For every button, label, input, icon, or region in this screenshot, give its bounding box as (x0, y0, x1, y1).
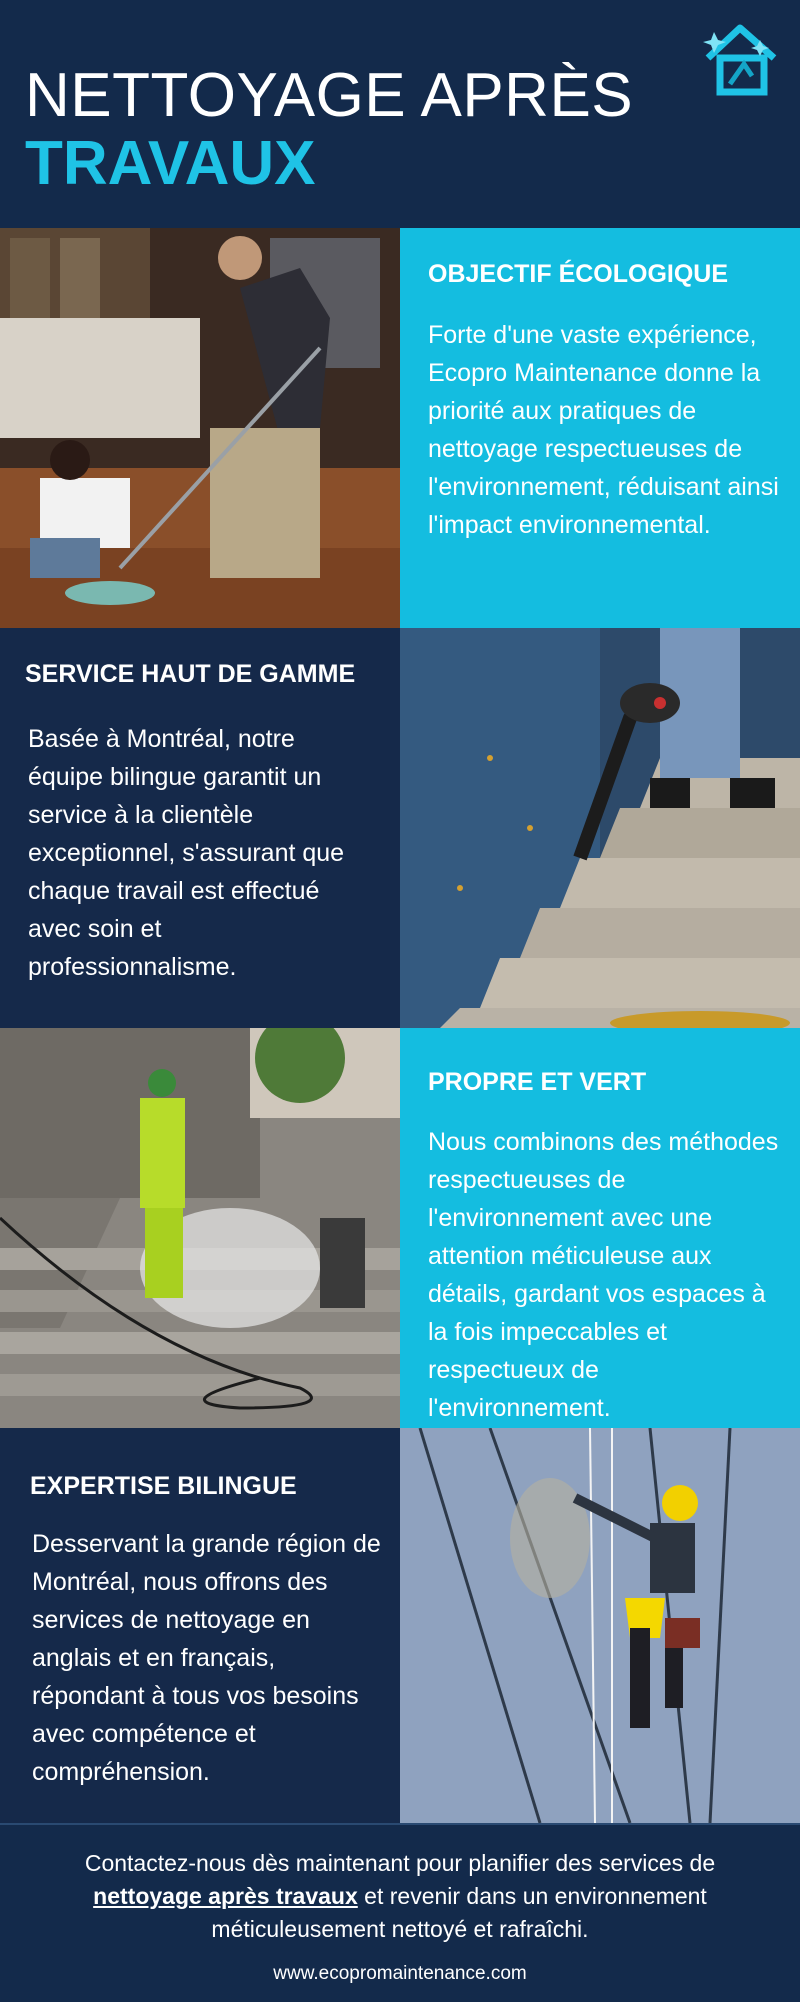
header (0, 0, 800, 228)
photo-father-daughter-mopping (0, 228, 400, 628)
section-text: Basée à Montréal, notre équipe bilingue garantit un service à la clientèle exceptionnel, s'assurant que chaque travail est effectué avec soin et professionnalisme. (28, 725, 345, 981)
section-card-2 (0, 628, 400, 1028)
section-card-4 (0, 1428, 400, 1823)
title-line-1: NETTOYAGE APRÈS (25, 61, 634, 130)
house-sparkle-logo-icon (700, 18, 782, 100)
section-card-1 (400, 228, 800, 628)
section-row-3 (0, 1028, 800, 1428)
title-line-2: TRAVAUX (25, 129, 316, 198)
photo-leaf-blower-stairs (400, 628, 800, 1028)
website-url[interactable]: www.ecopromaintenance.com (273, 1963, 527, 1984)
section-card-3 (400, 1028, 800, 1428)
footer-text-after: et revenir dans un environnement méticuleusement nettoyé et rafraîchi. (211, 1883, 707, 1942)
section-title: EXPERTISE BILINGUE (30, 1472, 297, 1500)
footer-service-link[interactable]: nettoyage après travaux (93, 1883, 358, 1909)
section-text: Nous combinons des méthodes respectueuses de l'environnement avec une attention méticuleuse aux détails, gardant vos espaces à la fois impeccables et respectueux de l'environnement. (428, 1128, 779, 1422)
footer-text-before: Contactez-nous dès maintenant pour planifier des services de (84, 1850, 716, 1876)
photo-pressure-washing-steps (0, 1028, 400, 1428)
section-row-4 (0, 1428, 800, 1823)
section-title: SERVICE HAUT DE GAMME (25, 660, 356, 688)
section-text: Forte d'une vaste expérience, Ecopro Maintenance donne la priorité aux pratiques de nettoyage respectueuses de l'environnement, réduisant ainsi l'impact environnemental. (428, 321, 779, 539)
section-title: PROPRE ET VERT (428, 1068, 647, 1096)
section-text: Desservant la grande région de Montréal, nous offrons des services de nettoyage en anglais et en français, répondant à tous vos besoins avec compétence et compréhension. (32, 1530, 381, 1786)
section-title: OBJECTIF ÉCOLOGIQUE (428, 260, 729, 288)
footer (0, 1823, 800, 2002)
footer-cta-text (40, 1847, 760, 1946)
section-row-1 (0, 228, 800, 628)
section-row-2 (0, 628, 800, 1028)
photo-window-cleaner-rope (400, 1428, 800, 1823)
